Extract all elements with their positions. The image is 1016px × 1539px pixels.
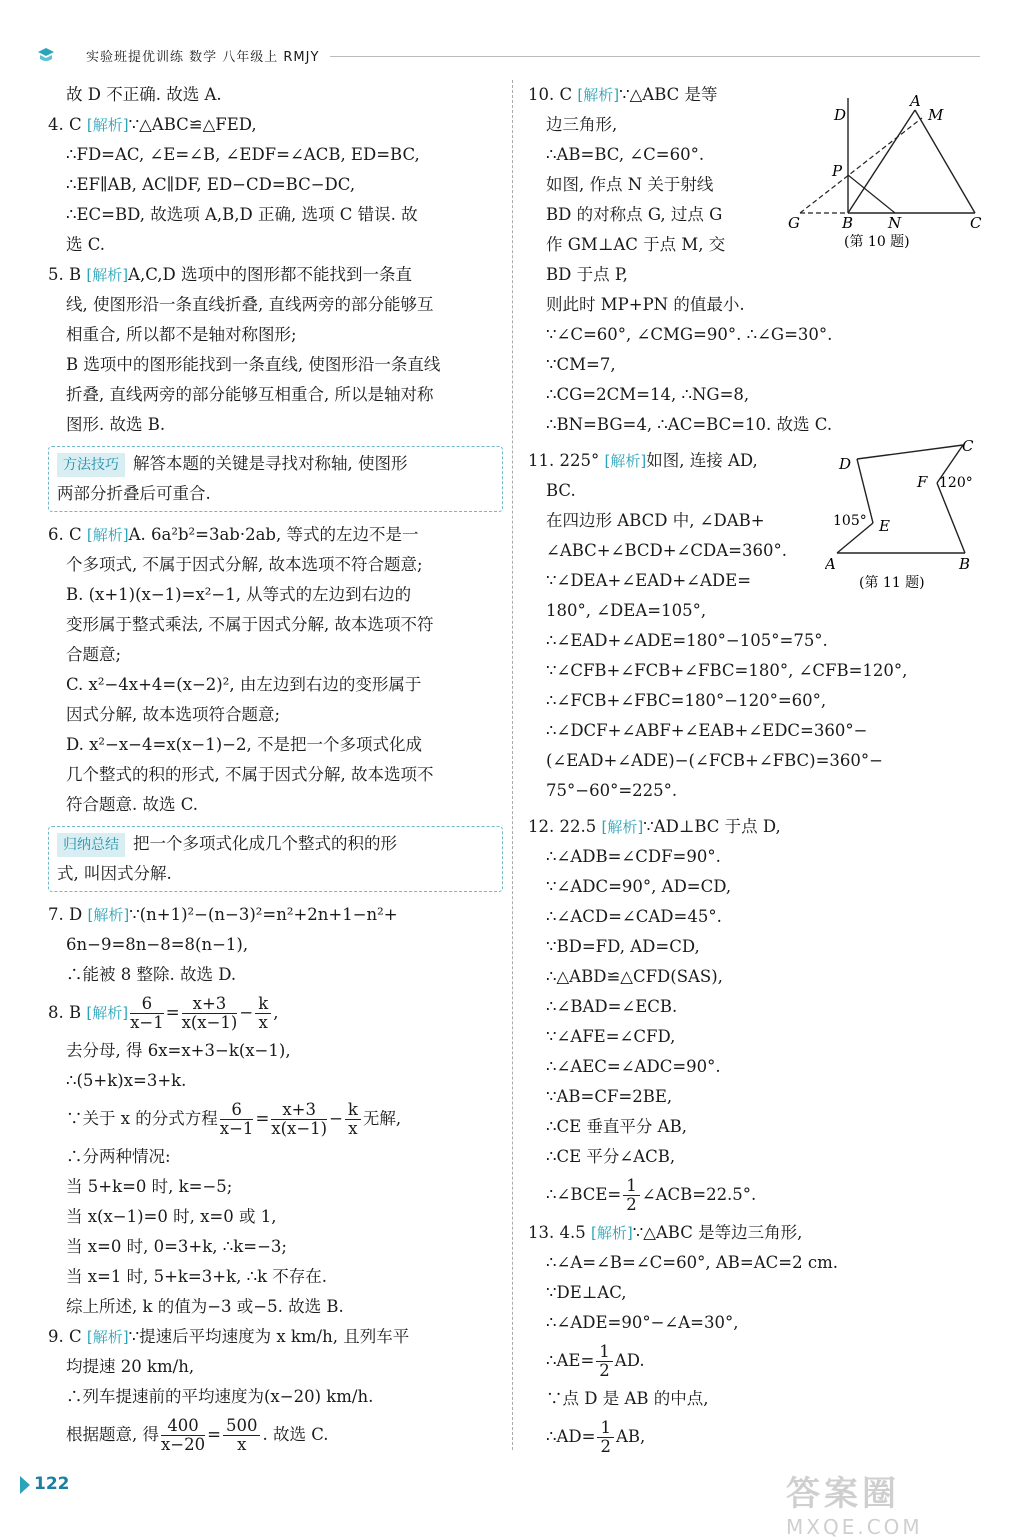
text-line: B 选项中的图形能找到一条直线, 使图形沿一条直线 (66, 355, 441, 374)
text-line: ∵△ABC 是等 (619, 85, 718, 104)
text-line: ∴∠A=∠B=∠C=60°, AB=AC=2 cm. (546, 1253, 838, 1272)
segment-pn (848, 175, 895, 213)
text-line: A. 6a²b²=3ab·2ab, 等式的左边不是一 (128, 525, 419, 544)
analysis-tag: [解析] (86, 1004, 129, 1022)
text-line: ∵∠CFB+∠FCB+∠FBC=180°, ∠CFB=120°, (546, 661, 908, 680)
text-line: (∠EAD+∠ADE)−(∠FCB+∠FBC)=360°− (546, 751, 884, 770)
fraction: $\frac{400}{x-20}$ (161, 1416, 206, 1454)
question-number: 5. B (48, 265, 82, 284)
label-D: D (839, 455, 852, 473)
text-line: ∴∠ADB=∠CDF=90°. (546, 847, 721, 866)
left-column (48, 80, 503, 1458)
header-title: 实验班提优训练 数学 八年级上 RMJY (86, 50, 320, 65)
fraction: $\frac{k}{x}$ (345, 1101, 361, 1138)
analysis-tag: [解析] (590, 1224, 633, 1242)
text-line: BD 的对称点 G, 过点 G (546, 205, 723, 224)
fraction: $\frac{k}{x}$ (255, 995, 271, 1032)
tip-label: 归纳总结 (57, 833, 125, 857)
text-line: 变形属于整式乘法, 不属于因式分解, 故本选项不符 (66, 615, 434, 634)
text-line: 当 x=0 时, 0=3+k, ∴k=−3; (66, 1237, 287, 1256)
answer-q4 (48, 110, 503, 140)
text-line: ∴EC=BD, 故选项 A,B,D 正确, 选项 C 错误. 故 (66, 205, 418, 224)
tip-text: 把一个多项式化成几个整式的积的形 (133, 834, 397, 853)
text-line: 作 GM⊥AC 于点 M, 交 (546, 235, 726, 254)
text-line: ∴AE= $\frac{1}{2}$ AD. (546, 1342, 645, 1380)
question-number: 12. 22.5 (528, 817, 597, 836)
text-line: ∴列车提速前的平均速度为(x−20) km/h. (66, 1387, 374, 1406)
label-F: F (917, 473, 928, 491)
text-line: ∵△ABC 是等边三角形, (632, 1223, 803, 1242)
figure-q10 (780, 88, 985, 253)
text-line: ∴AB=BC, ∠C=60°. (546, 145, 705, 164)
text-line: ∠ABC+∠BCD+∠CDA=360°. (546, 541, 787, 560)
fraction: $\frac{500}{x}$ (223, 1417, 261, 1454)
text-line: ∴FD=AC, ∠E=∠B, ∠EDF=∠ACB, ED=BC, (66, 145, 420, 164)
answer-q12 (528, 812, 978, 842)
answer-q9 (48, 1322, 503, 1352)
text-line: ∴∠BCE= $\frac{1}{2}$ ∠ACB=22.5°. (546, 1176, 757, 1214)
angle-120: 120° (939, 475, 973, 491)
text-line: ∴∠AEC=∠ADC=90°. (546, 1057, 721, 1076)
page-header (30, 44, 980, 68)
question-number: 13. 4.5 (528, 1223, 586, 1242)
punctuation: , (273, 1003, 279, 1022)
fraction: $\frac{6}{x-1}$ (219, 1100, 254, 1138)
analysis-tag: [解析] (577, 86, 620, 104)
text-line: ∵△ABC≌△FED, (128, 115, 257, 134)
text-line: ∵CM=7, (546, 355, 616, 374)
analysis-tag: [解析] (87, 906, 130, 924)
watermark (786, 1466, 996, 1539)
text-line: ∵AD⊥BC 于点 D, (643, 817, 781, 836)
tip-text: 两部分折叠后可重合. (57, 484, 211, 503)
label-C: C (970, 214, 982, 232)
text-line: ∴∠ACD=∠CAD=45°. (546, 907, 722, 926)
label-P: P (832, 162, 843, 180)
analysis-tag: [解析] (601, 818, 644, 836)
label-B: B (842, 214, 854, 232)
text-line: 如图, 连接 AD, (646, 451, 758, 470)
question-number: 10. C (528, 85, 573, 104)
text-line: 综上所述, k 的值为−3 或−5. 故选 B. (66, 1297, 344, 1316)
label-G: G (788, 214, 800, 232)
column-divider (512, 80, 513, 1450)
segment-fb (937, 483, 965, 553)
segment-dc (857, 445, 963, 459)
label-A: A (910, 92, 921, 110)
text-line: 边三角形, (546, 115, 618, 134)
question-number: 4. C (48, 115, 82, 134)
answer-q7 (48, 900, 503, 930)
text-line: BC. (546, 481, 576, 500)
watermark-logo: 答案圈 (786, 1474, 900, 1514)
label-C: C (962, 437, 974, 455)
fraction: $\frac{6}{x-1}$ (130, 994, 164, 1032)
text-line: 根据题意, 得 $\frac{400}{x-20}$ = $\frac{500}{x}$ . 故选 C. (66, 1416, 329, 1454)
label-E: E (879, 517, 890, 535)
page-number: 122 (34, 1474, 70, 1494)
text-line: ∵点 D 是 AB 的中点, (546, 1389, 709, 1408)
tip-label: 方法技巧 (57, 453, 125, 477)
label-A: A (825, 555, 836, 573)
text-line: ∴∠FCB+∠FBC=180°−120°=60°, (546, 691, 827, 710)
side-ba (848, 110, 915, 213)
arrow-tab-icon (18, 1474, 32, 1496)
text-line: ∴∠EAD+∠ADE=180°−105°=75°. (546, 631, 828, 650)
figure-caption: (第 11 题) (859, 575, 925, 591)
analysis-tag: [解析] (86, 1328, 129, 1346)
text-line: 选 C. (66, 235, 106, 254)
analysis-tag: [解析] (86, 116, 129, 134)
text-line: ∵AB=CF=2BE, (546, 1087, 673, 1106)
fraction: $\frac{1}{2}$ (597, 1419, 614, 1456)
text-line: BD 于点 P, (546, 265, 628, 284)
tip-text: 式, 叫因式分解. (57, 864, 172, 883)
text-line: ∵∠ADC=90°, AD=CD, (546, 877, 732, 896)
analysis-tag: [解析] (86, 526, 129, 544)
analysis-tag: [解析] (86, 266, 129, 284)
text-line: ∴EF∥AB, AC∥DF, ED−CD=BC−DC, (66, 175, 356, 194)
figure-caption: (第 10 题) (844, 234, 910, 250)
text-line: 图形. 故选 B. (66, 415, 166, 434)
text-line: ∴能被 8 整除. 故选 D. (66, 965, 237, 984)
text-line: ∴∠BAD=∠ECB. (546, 997, 678, 1016)
text-line: 符合题意. 故选 C. (66, 795, 199, 814)
text-line: 故 D 不正确. 故选 A. (66, 85, 222, 104)
text-line: 合题意; (66, 645, 122, 664)
answer-q8 (48, 990, 503, 1036)
text-line: ∴(5+k)x=3+k. (66, 1071, 187, 1090)
text-line: 如图, 作点 N 关于射线 (546, 175, 714, 194)
method-tip-box (48, 446, 503, 512)
question-number: 6. C (48, 525, 82, 544)
label-B: B (959, 555, 971, 573)
text-line: ∵DE⊥AC, (546, 1283, 627, 1302)
question-number: 8. B (48, 1003, 82, 1022)
text-line: 当 x=1 时, 5+k=3+k, ∴k 不存在. (66, 1267, 328, 1286)
text-line: ∵提速后平均速度为 x km/h, 且列车平 (128, 1327, 410, 1346)
angle-105: 105° (833, 513, 867, 529)
right-column (528, 80, 978, 1460)
label-M: M (928, 106, 944, 124)
text-line: 折叠, 直线两旁的部分能够互相重合, 所以是轴对称 (66, 385, 434, 404)
header-rule (330, 56, 980, 57)
text-line: ∴∠DCF+∠ABF+∠EAB+∠EDC=360°− (546, 721, 868, 740)
text-line: 180°, ∠DEA=105°, (546, 601, 707, 620)
text-line: ∵(n+1)²−(n−3)²=n²+2n+1−n²+ (129, 905, 398, 924)
text-line: ∴BN=BG=4, ∴AC=BC=10. 故选 C. (546, 415, 833, 434)
question-number: 9. C (48, 1327, 82, 1346)
text-line: ∵BD=FD, AD=CD, (546, 937, 700, 956)
answer-q5 (48, 260, 503, 290)
text-line: 均提速 20 km/h, (66, 1357, 195, 1376)
figure-q11 (825, 435, 995, 600)
text-line: ∴CE 平分∠ACB, (546, 1147, 676, 1166)
text-line: ∴CE 垂直平分 AB, (546, 1117, 687, 1136)
question-number: 7. D (48, 905, 83, 924)
page-number-badge (18, 1472, 78, 1498)
side-ac (915, 110, 975, 213)
question-number: 11. 225° (528, 451, 600, 470)
watermark-url: MXQE.COM (786, 1515, 923, 1539)
fraction: $\frac{1}{2}$ (596, 1343, 613, 1380)
text-line: ∴CG=2CM=14, ∴NG=8, (546, 385, 750, 404)
fraction: $\frac{x+3}{x(x-1)}$ (271, 1100, 328, 1138)
text-line: 线, 使图形沿一条直线折叠, 直线两旁的部分能够互 (66, 295, 434, 314)
text-line: 因式分解, 故本选项符合题意; (66, 705, 281, 724)
text-line: 6n−9=8n−8=8(n−1), (66, 935, 249, 954)
text-line: 去分母, 得 6x=x+3−k(x−1), (66, 1041, 291, 1060)
text-line: 个多项式, 不属于因式分解, 故本选项不符合题意; (66, 555, 423, 574)
text-line: 75°−60°=225°. (546, 781, 678, 800)
text-line: 当 x(x−1)=0 时, x=0 或 1, (66, 1207, 277, 1226)
text-line: ∵∠AFE=∠CFD, (546, 1027, 676, 1046)
summary-tip-box (48, 826, 503, 892)
fraction: $\frac{x+3}{x(x-1)}$ (181, 994, 238, 1032)
text-line: B. (x+1)(x−1)=x²−1, 从等式的左边到右边的 (66, 585, 412, 604)
text-line: ∵∠C=60°, ∠CMG=90°. ∴∠G=30°. (546, 325, 833, 344)
segment-gm (800, 118, 922, 213)
text-line: ∴△ABD≌△CFD(SAS), (546, 967, 723, 986)
answer-q13 (528, 1218, 978, 1248)
text-line: C. x²−4x+4=(x−2)², 由左边到右边的变形属于 (66, 675, 422, 694)
label-D: D (834, 106, 847, 124)
tip-text: 解答本题的关键是寻找对称轴, 使图形 (133, 454, 408, 473)
text-line: ∵∠DEA+∠EAD+∠ADE= (546, 571, 752, 590)
text-line: 相重合, 所以都不是轴对称图形; (66, 325, 297, 344)
text-line: 在四边形 ABCD 中, ∠DAB+ (546, 511, 765, 530)
book-logo-icon (36, 46, 56, 64)
answer-q6 (48, 520, 503, 550)
text-line: ∴分两种情况: (66, 1147, 171, 1166)
text-line: 则此时 MP+PN 的值最小. (546, 295, 745, 314)
fraction: $\frac{1}{2}$ (623, 1177, 640, 1214)
text-line: D. x²−x−4=x(x−1)−2, 不是把一个多项式化成 (66, 735, 422, 754)
text-line: 当 5+k=0 时, k=−5; (66, 1177, 233, 1196)
analysis-tag: [解析] (604, 452, 647, 470)
text-line: ∴∠ADE=90°−∠A=30°, (546, 1313, 739, 1332)
text-line: ∵关于 x 的分式方程 $\frac{6}{x-1}$ = $\frac{x+3}{x(x-1)}$ − $\frac{k}{x}$ 无解, (66, 1100, 402, 1138)
minus-sign: − (239, 1003, 254, 1022)
text-line: ∴AD= $\frac{1}{2}$ AB, (546, 1418, 646, 1456)
label-N: N (888, 214, 902, 232)
equals-sign: = (165, 1003, 180, 1022)
text-line: A,C,D 选项中的图形都不能找到一条直 (128, 265, 413, 284)
text-line: 几个整式的积的形式, 不属于因式分解, 故本选项不 (66, 765, 434, 784)
